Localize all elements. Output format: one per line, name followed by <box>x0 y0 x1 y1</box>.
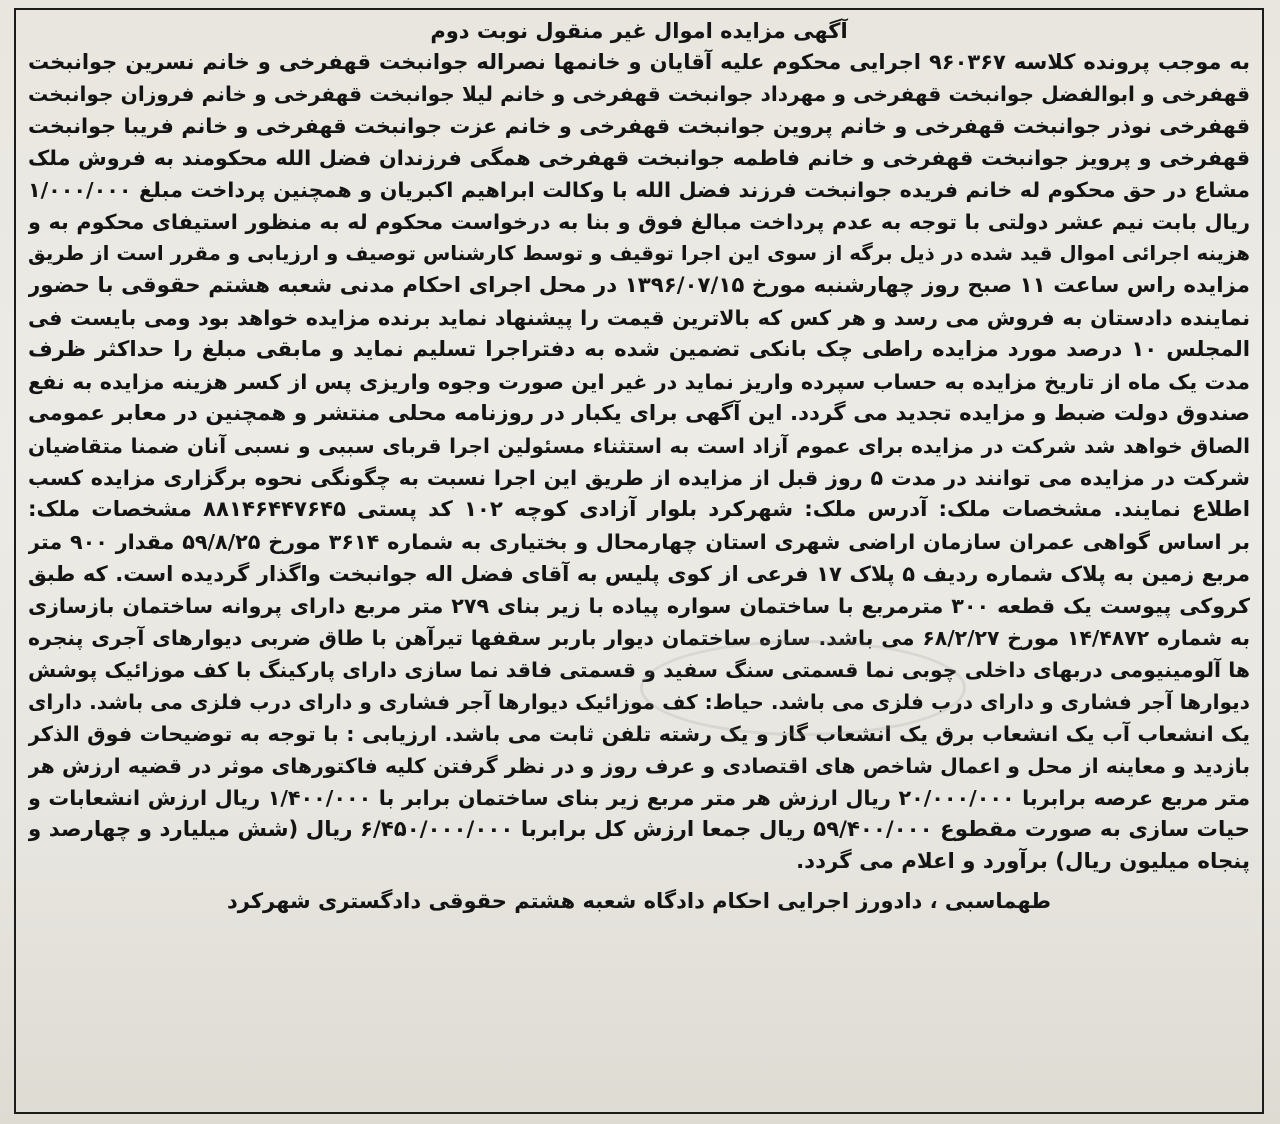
notice-title: آگهی مزایده اموال غیر منقول نوبت دوم <box>430 19 848 43</box>
body-line: کروکی پیوست یک قطعه ۳۰۰ مترمربع با ساختمان سواره پیاده با زیر بنای ۲۷۹ متر مربع دارای پروانه ساختمان بازسازی <box>28 594 1250 618</box>
body-line: ریال بابت نیم عشر دولتی با توجه به عدم پرداخت مبالغ فوق و بنا به درخواست محکوم له به منظور استیفای محکوم به و <box>28 210 1250 234</box>
body-line: شرکت در مزایده می توانند در مدت ۵ روز قبل از مزایده از طریق این اجرا نسبت به چگونگی نحوه برگزاری مزایده کسب <box>28 466 1250 490</box>
signature: طهماسبی ، دادورز اجرایی احکام دادگاه شعبه هشتم حقوقی دادگستری شهرکرد <box>227 889 1051 913</box>
body-line: قهفرخی و ابوالفضل جوانبخت قهفرخی و مهرداد جوانبخت قهفرخی و خانم لیلا جوانبخت قهفرخی و خانم فروزان جوانبخت <box>28 82 1250 106</box>
notice-body <box>28 46 1250 878</box>
body-line: دیوارها آجر فشاری و دارای درب فلزی می باشد. حیاط: کف موزائیک دیوارها آجر فشاری و دارای درب فلزی می باشد. دارای <box>28 690 1250 714</box>
body-line: صندوق دولت ضبط و مزایده تجدید می گردد. این آگهی برای یکبار در روزنامه محلی منتشر و همچنین در معابر عمومی <box>28 401 1250 426</box>
auction-notice <box>14 8 1264 1114</box>
body-line: اطلاع نمایند. مشخصات ملک: آدرس ملک: شهرکرد بلوار آزادی کوچه ۱۰۲ کد پستی ۸۸۱۴۶۴۴۷۶۴۵ مشخصات ملک: <box>28 497 1250 522</box>
body-line: متر مربع عرصه برابربا ۲۰/۰۰۰/۰۰۰ ریال ارزش هر متر مربع زیر بنای ساختمان برابر با ۱/۴۰۰/۰۰۰ ریال ارزش انشعابات و <box>28 786 1250 810</box>
body-line: مشاع در حق محکوم له خانم فریده جوانبخت فرزند فضل الله با وکالت ابراهیم اکبریان و همچنین پرداخت مبلغ ۱/۰۰۰/۰۰۰ <box>28 178 1250 202</box>
body-line: بازدید و معاینه از محل و اعمال شاخص های اقتصادی و عرف روز و در نظر گرفتن کلیه فاکتورهای موثر در قضیه ارزش هر <box>28 754 1250 778</box>
body-line: هزینه اجرائی اموال قید شده در ذیل برگه از سوی این اجرا توقیف و توسط کارشناس توصیف و ارزیابی و مقرر است از طریق <box>28 242 1250 265</box>
body-line: به شماره ۱۴/۴۸۷۲ مورخ ۶۸/۲/۲۷ می باشد. سازه ساختمان دیوار باربر سقفها تیرآهن با طاق ضربی دیوارهای آجری پنجره <box>28 626 1250 650</box>
body-line: المجلس ۱۰ درصد مورد مزایده راطی چک بانکی تضمین شده به دفتراجرا تسلیم نماید و مابقی مبلغ را حداکثر ظرف <box>28 337 1250 362</box>
body-line: مزایده راس ساعت ۱۱ صبح روز چهارشنبه مورخ ۱۳۹۶/۰۷/۱۵ در محل اجرای احکام مدنی شعبه هشتم حقوقی با حضور <box>28 273 1250 298</box>
body-line: قهفرخی نوذر جوانبخت قهفرخی و خانم پروین جوانبخت قهفرخی و خانم عزت جوانبخت قهفرخی و خانم فریبا جوانبخت <box>28 114 1250 138</box>
body-line: نماینده دادستان به فروش می رسد و هر کس که بالاترین قیمت را پیشنهاد نماید برنده مزایده خواهد بود ومی بایست فی <box>28 306 1250 330</box>
body-line: مربع زمین به پلاک شماره ردیف ۵ پلاک ۱۷ فرعی از کوی پلیس به آقای فضل اله جوانبخت واگذار گردیده است. که طبق <box>28 562 1250 586</box>
body-line: حیات سازی به صورت مقطوع ۵۹/۴۰۰/۰۰۰ ریال جمعا ارزش کل برابربا ۶/۴۵۰/۰۰۰/۰۰۰ ریال (شش میلیارد و چهارصد و <box>28 817 1250 842</box>
body-line: پنجاه میلیون ریال) برآورد و اعلام می گردد. <box>796 849 1250 874</box>
body-line: به موجب پرونده کلاسه ۹۶۰۳۶۷ اجرایی محکوم علیه آقایان و خانمها نصراله جوانبخت قهفرخی و خانم نسرین جوانبخت <box>28 50 1250 74</box>
body-line: بر اساس گواهی عمران سازمان اراضی شهری استان چهارمحال و بختیاری به شماره ۳۶۱۴ مورخ ۵۹/۸/۲۵ مقدار ۹۰۰ متر <box>28 530 1250 554</box>
body-line: یک انشعاب آب یک انشعاب برق یک انشعاب گاز و یک رشته تلفن ثابت می باشد. ارزیابی : با توجه به توضیحات فوق الذکر <box>28 722 1250 746</box>
body-line: ها آلومینیومی دربهای داخلی چوبی نما قسمتی سنگ سفید و قسمتی فاقد نما سازی دارای پارکینگ با کف موزائیک پوشش <box>28 658 1250 682</box>
body-line: قهفرخی و پرویز جوانبخت قهفرخی و خانم فاطمه جوانبخت قهفرخی همگی فرزندان فضل الله محکومند به فروش ملک <box>28 146 1250 170</box>
body-line: مدت یک ماه از تاریخ مزایده به حساب سپرده واریز نماید در غیر این صورت وجوه واریزی پس از کسر هزینه مزایده به نفع <box>28 370 1250 394</box>
body-line: الصاق خواهد شد شرکت در مزایده برای عموم آزاد است به استثناء مسئولین اجرا قربای سببی و نسبی آنان ضمنا متقاضیان <box>28 434 1250 458</box>
